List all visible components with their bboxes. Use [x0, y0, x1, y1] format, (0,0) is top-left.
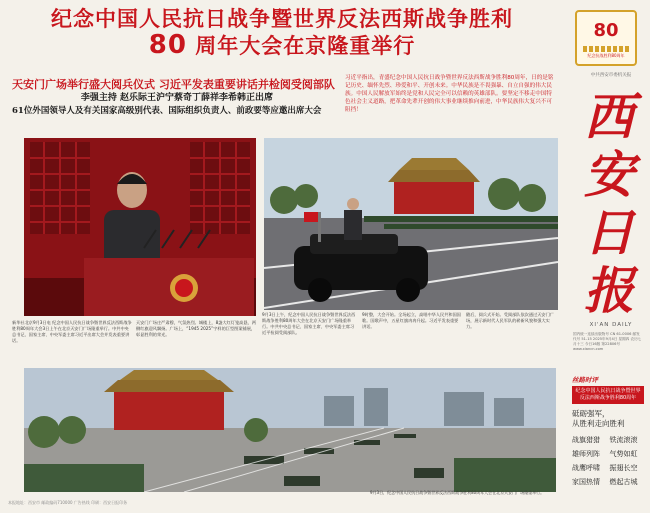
photo-panorama-caption: 9月3日，纪念中国人民抗日战争暨世界反法西斯战争胜利80周年大会在北京天安门广场隆重举行。 — [370, 490, 545, 495]
photo-motorcade — [264, 138, 558, 310]
photo-motorcade-image — [264, 138, 558, 310]
photo-square-panorama-image — [24, 368, 556, 492]
photo-speaker-image — [24, 138, 256, 316]
body-column-2: 天安门广场庄严肃穆，气氛热烈。城楼上，8盏大红灯笼高悬，两侧红旗迎风飘扬。广场上，“1945 2025”字样的巨型图案铺展，彰显胜利的荣光。 — [136, 320, 256, 337]
index-item: 振翅长空 — [609, 464, 638, 472]
index-item: 家国热情 — [572, 478, 600, 486]
index-item: 战鹰呼啸 — [572, 464, 600, 472]
headline-number: 80 — [148, 30, 187, 60]
page-index — [572, 375, 644, 507]
badge-caption: 纪念抗战胜利80周年 — [587, 53, 625, 58]
index-item: 气势如虹 — [609, 450, 638, 458]
masthead-note: 中共西安市委机关报 — [590, 73, 632, 78]
body-column-4: 随后，阅兵式开始。受阅部队依次通过天安门广场，展示新时代人民军队的崭新风貌和强大实力。 — [466, 312, 554, 329]
photo-square-panorama — [24, 368, 556, 492]
commentary-title-2: 从胜利走向胜利 — [572, 419, 625, 428]
subheads — [12, 78, 342, 117]
index-item: 燃起古城 — [609, 478, 638, 486]
newspaper-brand-english: XI'AN DAILY — [589, 322, 633, 328]
great-wall-icon — [583, 46, 629, 52]
index-items — [572, 435, 644, 487]
anniversary-badge — [575, 10, 637, 66]
headline-line2 — [8, 32, 556, 59]
badge-number: 80 — [593, 20, 619, 41]
headline-line2-text: 周年大会在京隆重举行 — [195, 34, 416, 58]
footer-info: 本报地址：西安市 邮政编码710000 广告热线 印刷：西安日报印务 — [8, 500, 128, 505]
subhead-3: 61位外国领导人及有关国家高级别代表、国际组织负责人、前政要等应邀出席大会 — [12, 106, 322, 116]
publication-info: 国内统一连续出版物号 CN 61-0006 邮发代号 51-15 2025年9月4日 星期四 农历七月十三 今日16版 第22806号 www.xiancn.com — [573, 332, 642, 351]
index-item: 雄师列阵 — [572, 450, 600, 458]
newspaper-brand: 西安日报 — [584, 87, 634, 320]
headline-line1: 纪念中国人民抗日战争暨世界反法西斯战争胜利 — [51, 7, 513, 31]
lede-summary: 习近平指出，青盛纪念中国人民抗日战争暨世界反法西斯战争胜利80周年，日的是铭记历史、缅怀先烈、珍爱和平、开创未来。中华民族是不畏强暴、自立自强的伟大民族。中国人民解放军始终是党和人民完全可以信赖的英雄部队。要坚定不移走中国特色社会主义道路，把革命先辈开创的伟大事业继续推向前进，中华民族伟大复兴不可阻挡！ — [345, 75, 554, 113]
main-headline — [8, 6, 556, 59]
commentary-title — [572, 409, 644, 429]
commentary-banner: 纪念中国人民抗日战争暨世界反法西斯战争胜利80周年 — [572, 386, 644, 404]
subhead-2: 李强主持 赵乐际王沪宁蔡奇丁薛祥李希韩正出席 — [80, 93, 274, 103]
photo-speaker — [24, 138, 256, 316]
index-item: 铁流滚滚 — [609, 436, 638, 444]
photo-motorcade-caption: 9月3日上午，纪念中国人民抗日战争暨世界反法西斯战争胜利80周年大会在北京天安门广场隆重举行。中共中央总书记、国家主席、中央军委主席习近平检阅受阅部队。 — [262, 312, 356, 335]
body-column-3: 9时整，大会开始。全场起立，高唱中华人民共和国国歌。国歌声中，五星红旗冉冉升起。习近平发表重要讲话。 — [362, 312, 461, 329]
index-item: 战旗猎猎 — [572, 436, 600, 444]
subhead-1: 天安门广场举行盛大阅兵仪式 习近平发表重要讲话并检阅受阅部队 — [12, 78, 335, 91]
body-column-1: 新华社北京9月3日电 纪念中国人民抗日战争暨世界反法西斯战争胜利80周年大会3日上午在北京天安门广场隆重举行。中共中央总书记、国家主席、中央军委主席习近平出席大会并发表重要讲话。 — [12, 320, 132, 343]
commentary-logo: 丝路时评 — [572, 376, 598, 384]
commentary-title-1: 砥砺强军， — [572, 409, 610, 418]
